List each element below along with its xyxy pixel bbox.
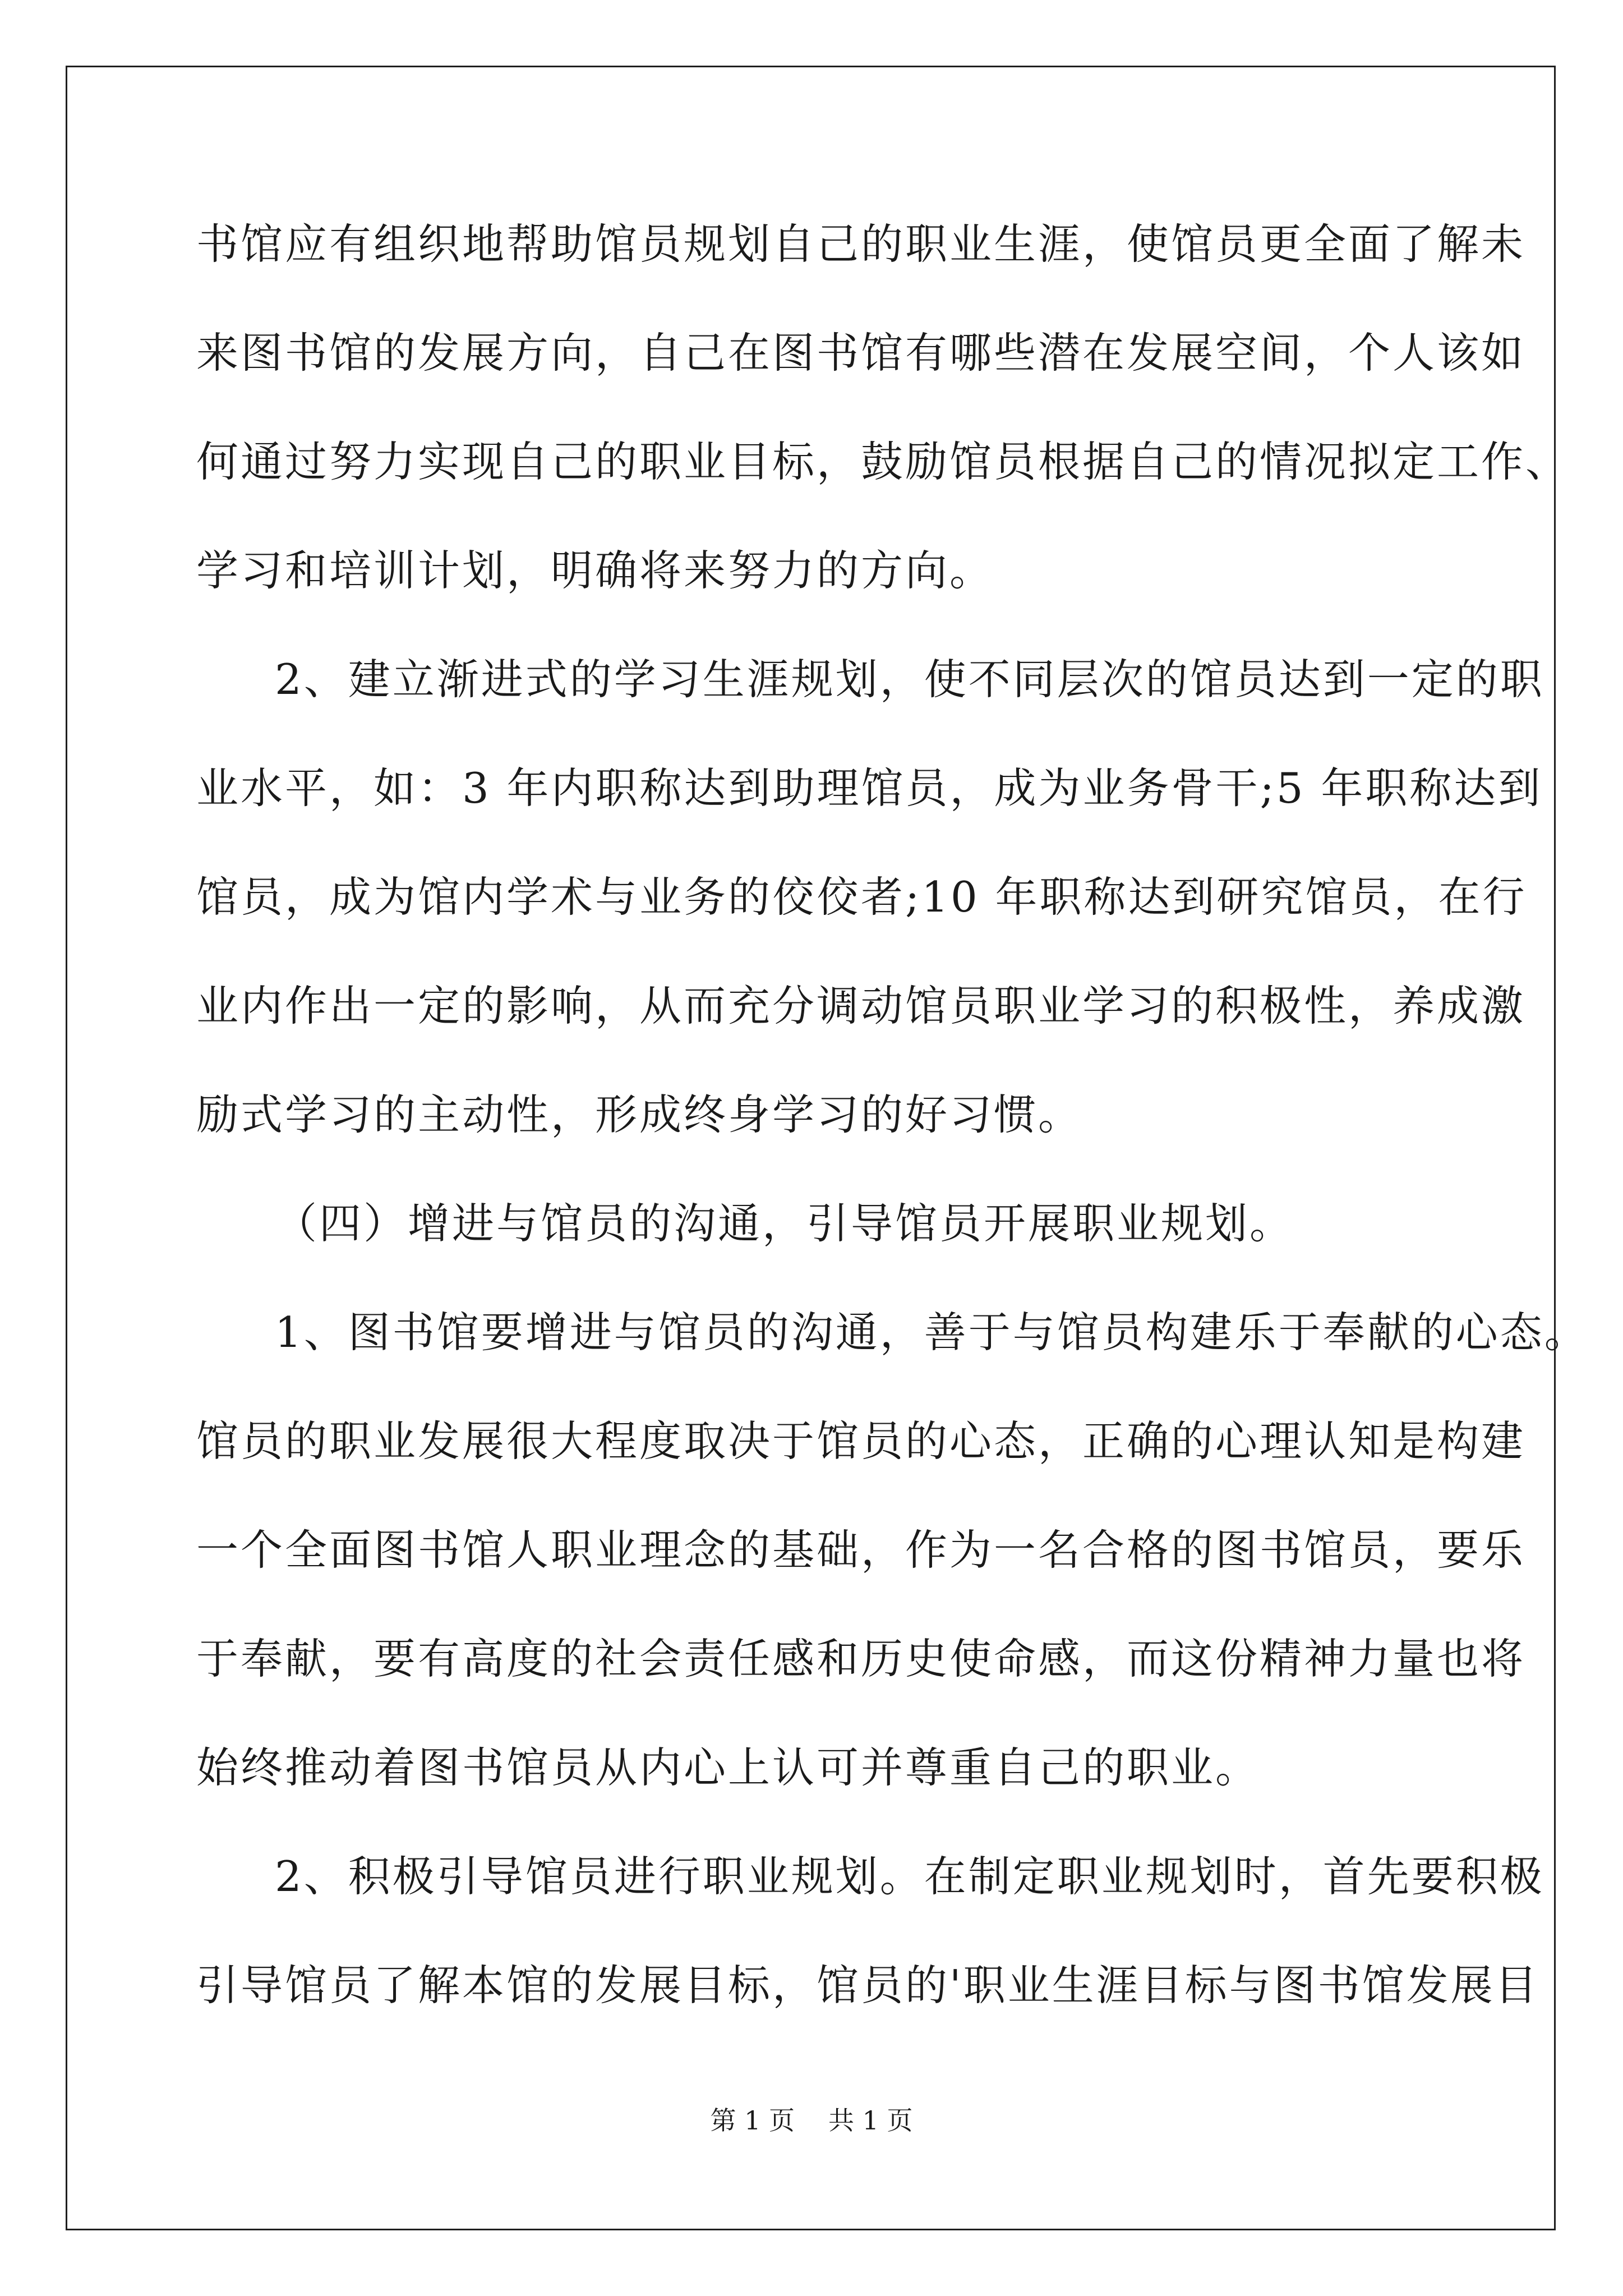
text-line: 业水平，如：3 年内职称达到助理馆员，成为业务骨干;5 年职称达到 — [196, 763, 1543, 813]
paragraph-start-line: 1、图书馆要增进与馆员的沟通，善于与馆员构建乐于奉献的心态。 — [275, 1308, 1589, 1357]
text-line: 一个全面图书馆人职业理念的基础，作为一名合格的图书馆员，要乐 — [196, 1525, 1526, 1575]
page-number-current: 第 1 页 — [710, 2105, 795, 2136]
paragraph-start-line: 2、建立渐进式的学习生涯规划，使不同层次的馆员达到一定的职 — [275, 655, 1544, 704]
text-line: 于奉献，要有高度的社会责任感和历史使命感，而这份精神力量也将 — [196, 1634, 1526, 1683]
text-line: 馆员的职业发展很大程度取决于馆员的心态，正确的心理认知是构建 — [196, 1416, 1526, 1466]
text-line: 引导馆员了解本馆的发展目标，馆员的'职业生涯目标与图书馆发展目 — [196, 1961, 1539, 2010]
text-line: 学习和培训计划，明确将来努力的方向。 — [196, 546, 994, 595]
page-footer — [0, 2104, 1623, 2137]
document-body — [196, 202, 1589, 2052]
text-line: 业内作出一定的影响，从而充分调动馆员职业学习的积极性，养成激 — [196, 981, 1526, 1030]
text-line: 始终推动着图书馆员从内心上认可并尊重自己的职业。 — [196, 1743, 1260, 1792]
text-line: 励式学习的主动性，形成终身学习的好习惯。 — [196, 1090, 1083, 1139]
text-line: 来图书馆的发展方向，自己在图书馆有哪些潜在发展空间，个人该如 — [196, 328, 1526, 378]
text-line: 书馆应有组织地帮助馆员规划自己的职业生涯，使馆员更全面了解未 — [196, 219, 1526, 269]
text-line: 何通过努力实现自己的职业目标，鼓励馆员根据自己的情况拟定工作、 — [196, 437, 1570, 486]
paragraph-start-line: 2、积极引导馆员进行职业规划。在制定职业规划时，首先要积极 — [275, 1852, 1544, 1901]
page-number-total: 共 1 页 — [828, 2105, 913, 2136]
section-heading: （四）增进与馆员的沟通，引导馆员开展职业规划。 — [275, 1199, 1294, 1248]
text-line: 馆员，成为馆内学术与业务的佼佼者;10 年职称达到研究馆员，在行 — [196, 872, 1527, 922]
